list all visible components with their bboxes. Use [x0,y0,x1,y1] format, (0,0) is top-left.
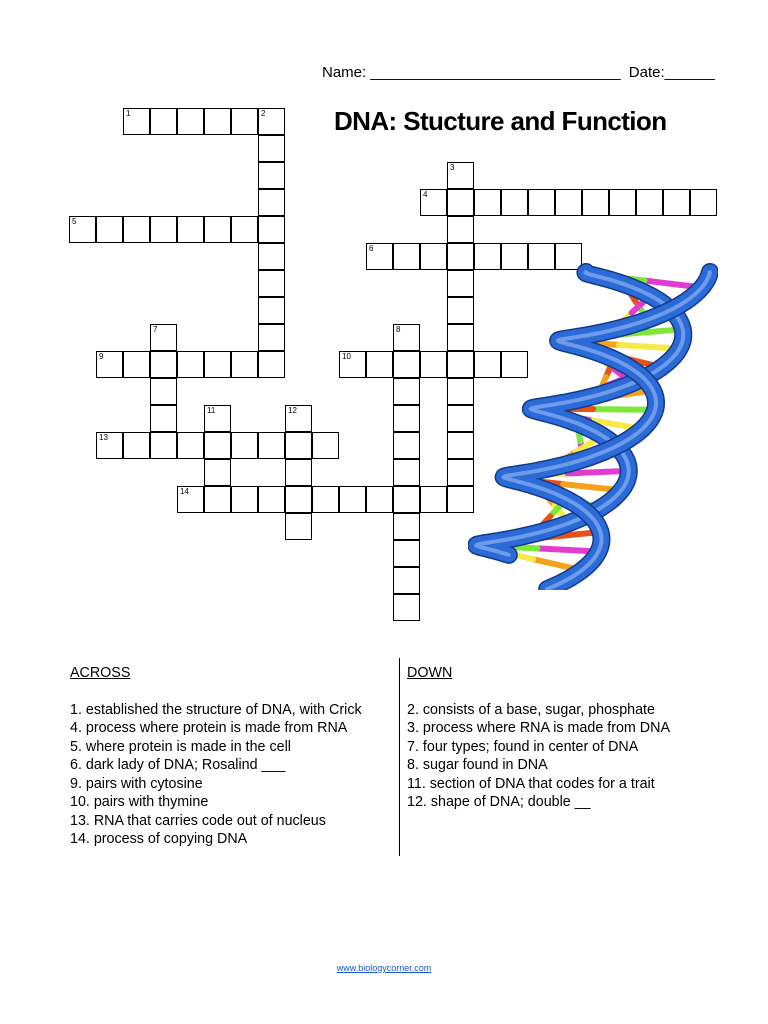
down-heading: DOWN [407,665,453,681]
crossword-cell[interactable] [258,486,285,513]
crossword-cell[interactable] [123,351,150,378]
crossword-cell[interactable] [393,513,420,540]
crossword-cell[interactable] [285,513,312,540]
down-clue: 7. four types; found in center of DNA [407,738,639,755]
crossword-cell[interactable] [150,432,177,459]
across-heading: ACROSS [70,665,131,681]
clue-number: 10 [342,352,351,361]
clue-number: 1 [126,109,131,118]
crossword-cell[interactable] [123,108,150,135]
across-clue: 1. established the structure of DNA, with Crick [70,701,362,718]
crossword-cell[interactable] [690,189,717,216]
crossword-cell[interactable] [204,216,231,243]
crossword-cell[interactable] [258,297,285,324]
crossword-cell[interactable] [258,162,285,189]
down-clues [407,664,670,812]
crossword-cell[interactable] [393,324,420,351]
crossword-cell[interactable] [123,432,150,459]
column-divider [399,658,400,856]
crossword-cell[interactable] [339,351,366,378]
crossword-cell[interactable] [339,486,366,513]
crossword-cell[interactable] [204,486,231,513]
crossword-cell[interactable] [366,243,393,270]
crossword-cell[interactable] [474,189,501,216]
clue-number: 8 [396,325,401,334]
crossword-cell[interactable] [420,486,447,513]
crossword-cell[interactable] [231,108,258,135]
clue-number: 9 [99,352,104,361]
dna-helix-illustration [468,250,718,590]
crossword-cell[interactable] [393,594,420,621]
crossword-cell[interactable] [447,216,474,243]
crossword-cell[interactable] [258,324,285,351]
crossword-cell[interactable] [258,216,285,243]
clue-number: 11 [207,406,216,415]
across-clue: 4. process where protein is made from RNA [70,720,348,736]
crossword-cell[interactable] [393,540,420,567]
across-clue: 10. pairs with thymine [70,794,209,810]
crossword-cell[interactable] [96,351,123,378]
crossword-cell[interactable] [231,486,258,513]
crossword-cell[interactable] [177,108,204,135]
crossword-cell[interactable] [96,216,123,243]
crossword-cell[interactable] [231,351,258,378]
name-label: Name: ______________________________ [322,64,621,81]
crossword-cell[interactable] [663,189,690,216]
across-clue: 9. pairs with cytosine [70,775,203,792]
clue-number: 13 [99,433,108,442]
crossword-cell[interactable] [231,432,258,459]
crossword-cell[interactable] [366,351,393,378]
crossword-cell[interactable] [285,405,312,432]
crossword-cell[interactable] [285,486,312,513]
crossword-cell[interactable] [285,432,312,459]
crossword-cell[interactable] [150,324,177,351]
down-clue: 11. section of DNA that codes for a trait [407,775,655,792]
across-clue: 13. RNA that carries code out of nucleus [70,812,326,829]
clue-number: 12 [288,406,297,415]
crossword-cell[interactable] [393,351,420,378]
crossword-cell[interactable] [312,486,339,513]
crossword-cell[interactable] [150,378,177,405]
crossword-cell[interactable] [393,243,420,270]
helix-ribbons [476,272,710,589]
crossword-cell[interactable] [150,216,177,243]
across-clue: 14. process of copying DNA [70,831,248,847]
date-label: Date:______ [628,64,715,81]
crossword-cell[interactable] [96,432,123,459]
crossword-cell[interactable] [177,351,204,378]
crossword-cell[interactable] [204,405,231,432]
crossword-cell[interactable] [258,270,285,297]
crossword-cell[interactable] [177,432,204,459]
crossword-cell[interactable] [258,108,285,135]
crossword-cell[interactable] [177,216,204,243]
crossword-cell[interactable] [258,243,285,270]
crossword-cell[interactable] [150,108,177,135]
crossword-cell[interactable] [636,189,663,216]
crossword-cell[interactable] [609,189,636,216]
clue-number: 7 [153,325,158,334]
crossword-cell[interactable] [150,405,177,432]
across-clue: 5. where protein is made in the cell [70,738,291,755]
crossword-cell[interactable] [501,189,528,216]
crossword-cell[interactable] [393,432,420,459]
crossword-cell[interactable] [204,351,231,378]
page-title: DNA: Stucture and Function [334,106,667,136]
crossword-cell[interactable] [258,189,285,216]
crossword-cell[interactable] [204,108,231,135]
clue-number: 6 [369,244,374,253]
clue-number: 5 [72,217,77,226]
crossword-cell[interactable] [582,189,609,216]
crossword-cell[interactable] [366,486,393,513]
crossword-cell[interactable] [447,162,474,189]
clue-number: 2 [261,109,266,118]
clue-number: 4 [423,190,428,199]
crossword-cell[interactable] [123,216,150,243]
crossword-cell[interactable] [393,486,420,513]
crossword-cell[interactable] [420,189,447,216]
crossword-cell[interactable] [204,459,231,486]
across-clues [70,664,362,849]
crossword-cell[interactable] [177,486,204,513]
crossword-cell[interactable] [69,216,96,243]
crossword-cell[interactable] [447,189,474,216]
crossword-cell[interactable] [258,432,285,459]
crossword-cell[interactable] [258,351,285,378]
footer [0,963,768,973]
down-clue: 3. process where RNA is made from DNA [407,720,670,736]
crossword-cell[interactable] [393,378,420,405]
crossword-cell[interactable] [393,405,420,432]
crossword-cell[interactable] [420,351,447,378]
crossword-cell[interactable] [312,432,339,459]
crossword-cell[interactable] [231,216,258,243]
crossword-cell[interactable] [528,189,555,216]
crossword-cell[interactable] [204,432,231,459]
clue-number: 14 [180,487,189,496]
crossword-cell[interactable] [393,459,420,486]
down-clue: 2. consists of a base, sugar, phosphate [407,701,655,718]
crossword-cell[interactable] [555,189,582,216]
footer-link[interactable]: www.biologycorner.com [336,963,432,973]
crossword-cell[interactable] [258,135,285,162]
down-clue: 12. shape of DNA; double __ [407,794,591,810]
across-clue: 6. dark lady of DNA; Rosalind ___ [70,757,286,773]
clue-number: 3 [450,163,455,172]
crossword-cell[interactable] [420,243,447,270]
base-pair-segment [567,471,628,474]
crossword-cell[interactable] [285,459,312,486]
down-clue: 8. sugar found in DNA [407,757,548,773]
crossword-cell[interactable] [150,351,177,378]
crossword-cell[interactable] [393,567,420,594]
